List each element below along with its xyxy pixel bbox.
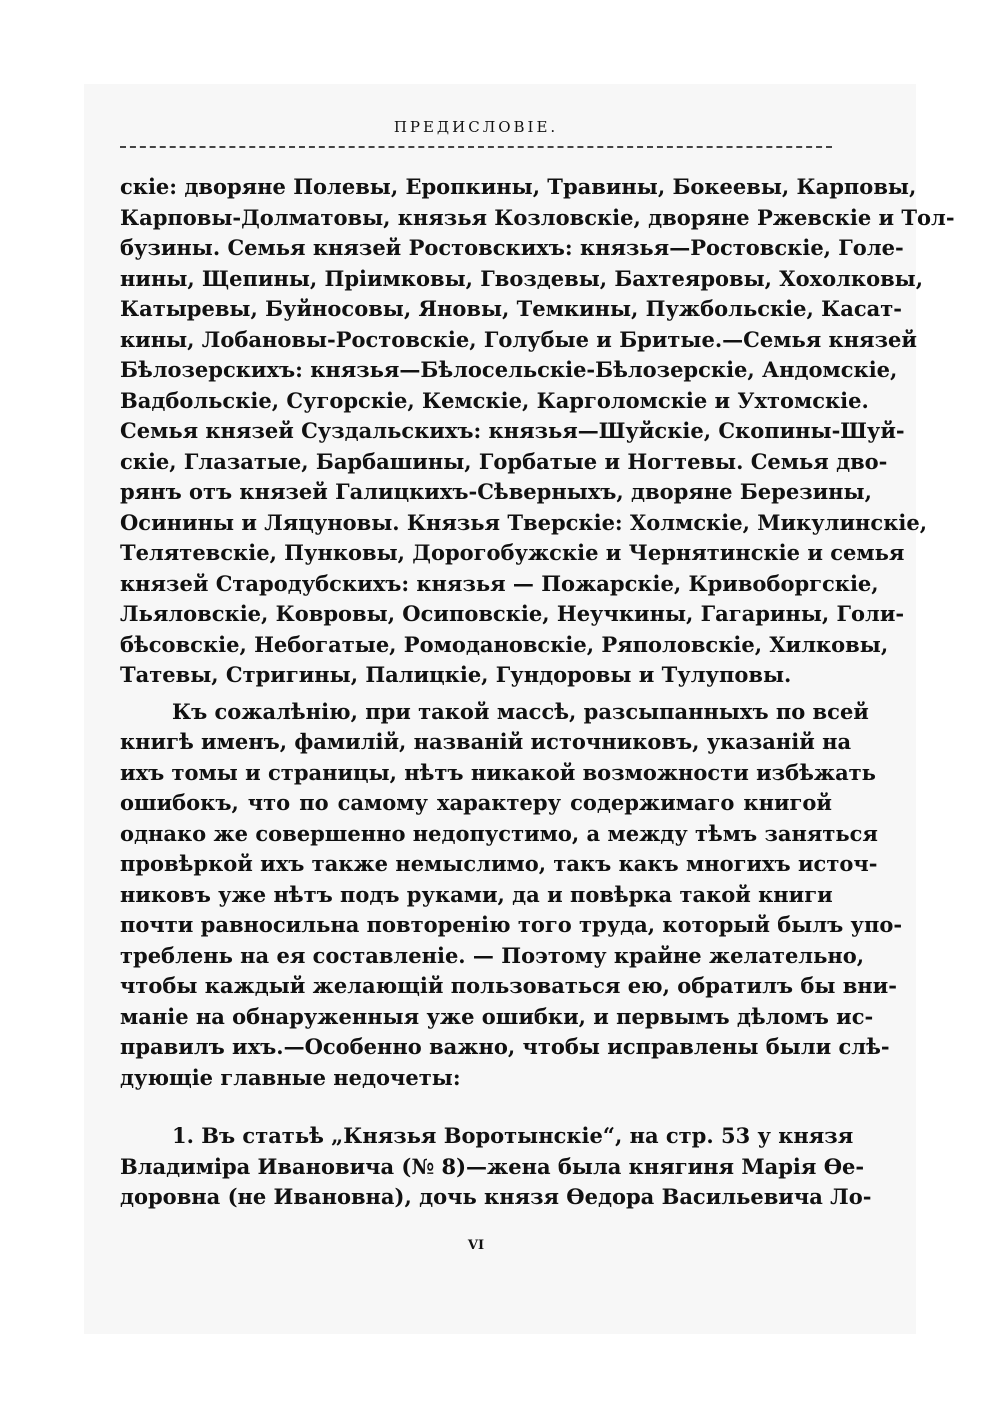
- text-line: скіе: дворяне Полевы, Еропкины, Травины, Бокеевы, Карповы,: [120, 174, 917, 199]
- body-text: [120, 172, 955, 1213]
- text-line: Бѣлозерскихъ: князья—Бѣлосельскіе-Бѣлозерскіе, Андомскіе,: [120, 357, 898, 382]
- paragraph-errata-item-1: [120, 1121, 872, 1213]
- text-line: правилъ ихъ.—Особенно важно, чтобы исправлены были слѣ-: [120, 1034, 890, 1059]
- text-line: книгѣ именъ, фамилій, названій источниковъ, указаній на: [120, 729, 852, 754]
- text-line: треблень на ея составленіе. — Поэтому крайне желательно,: [120, 942, 865, 968]
- text-line: Владиміра Ивановича (№ 8)—жена была княгиня Марія Ѳе-: [120, 1153, 865, 1179]
- text-line: нины, Щепины, Пріимковы, Гвоздевы, Бахтеяровы, Хохолковы,: [120, 265, 924, 291]
- text-line: ошибокъ, что по самому характеру содержимаго книгой: [120, 790, 832, 815]
- text-line: доровна (не Ивановна), дочь князя Ѳедора Васильевича Ло-: [120, 1184, 872, 1209]
- text-line: Телятевскіе, Пунковы, Дорогобужскіе и Чернятинскіе и семья: [120, 540, 905, 565]
- text-line: рянъ отъ князей Галицкихъ-Сѣверныхъ, дворяне Березины,: [120, 479, 872, 504]
- text-line: маніе на обнаруженныя уже ошибки, и первымъ дѣломъ ис-: [120, 1003, 874, 1029]
- text-line: провѣркой ихъ также немыслимо, такъ какъ многихъ источ-: [120, 851, 878, 876]
- text-line: Катыревы, Буйносовы, Яновы, Темкины, Пужбольскіе, Касат-: [120, 296, 902, 321]
- header-rule: [120, 146, 832, 148]
- text-line: Карповы-Долматовы, князья Козловскіе, дворяне Ржевскіе и Тол-: [120, 204, 955, 230]
- text-line: Семья князей Суздальскихъ: князья—Шуйскіе, Скопины-Шуй-: [120, 418, 905, 443]
- text-line: Татевы, Стригины, Палицкіе, Гундоровы и Тулуповы.: [120, 662, 792, 687]
- text-line: однако же совершенно недопустимо, а между тѣмъ заняться: [120, 820, 878, 846]
- text-line: бѣсовскіе, Небогатые, Ромодановскіе, Ряполовскіе, Хилковы,: [120, 631, 889, 657]
- page-number: VI: [467, 1238, 485, 1253]
- paragraph-families: [120, 172, 955, 691]
- text-line: кины, Лобановы-Ростовскіе, Голубые и Бритые.—Семья князей: [120, 326, 917, 352]
- text-line: бузины. Семья князей Ростовскихъ: князья—Ростовскіе, Голе-: [120, 235, 904, 260]
- running-header: ПРЕДИСЛОВІЕ.: [393, 118, 559, 136]
- text-line: князей Стародубскихъ: князья — Пожарскіе, Кривоборгскіе,: [120, 570, 879, 596]
- text-line: почти равносильна повторенію того труда, который былъ упо-: [120, 912, 903, 937]
- text-line: Вадбольскіе, Сугорскіе, Кемскіе, Карголомскіе и Ухтомскіе.: [120, 387, 869, 413]
- text-line: 1. Въ статьѣ „Князья Воротынскіе“, на стр. 53 у князя: [172, 1123, 854, 1148]
- text-line: Осинины и Ляцуновы. Князья Тверскіе: Холмскіе, Микулинскіе,: [120, 509, 928, 535]
- paragraph-errata-intro: [120, 697, 903, 1094]
- text-line: скіе, Глазатые, Барбашины, Горбатые и Ногтевы. Семья дво-: [120, 448, 888, 474]
- text-line: дующіе главные недочеты:: [120, 1064, 461, 1090]
- text-line: Къ сожалѣнію, при такой массѣ, разсыпанныхъ по всей: [172, 698, 869, 724]
- text-line: Льяловскіе, Ковровы, Осиповскіе, Неучкины, Гагарины, Голи-: [120, 601, 905, 626]
- text-line: чтобы каждый желающій пользоваться ею, обратилъ бы вни-: [120, 973, 897, 998]
- text-line: никовъ уже нѣтъ подъ руками, да и повѣрка такой книги: [120, 881, 833, 907]
- text-line: ихъ томы и страницы, нѣтъ никакой возможности избѣжать: [120, 759, 876, 785]
